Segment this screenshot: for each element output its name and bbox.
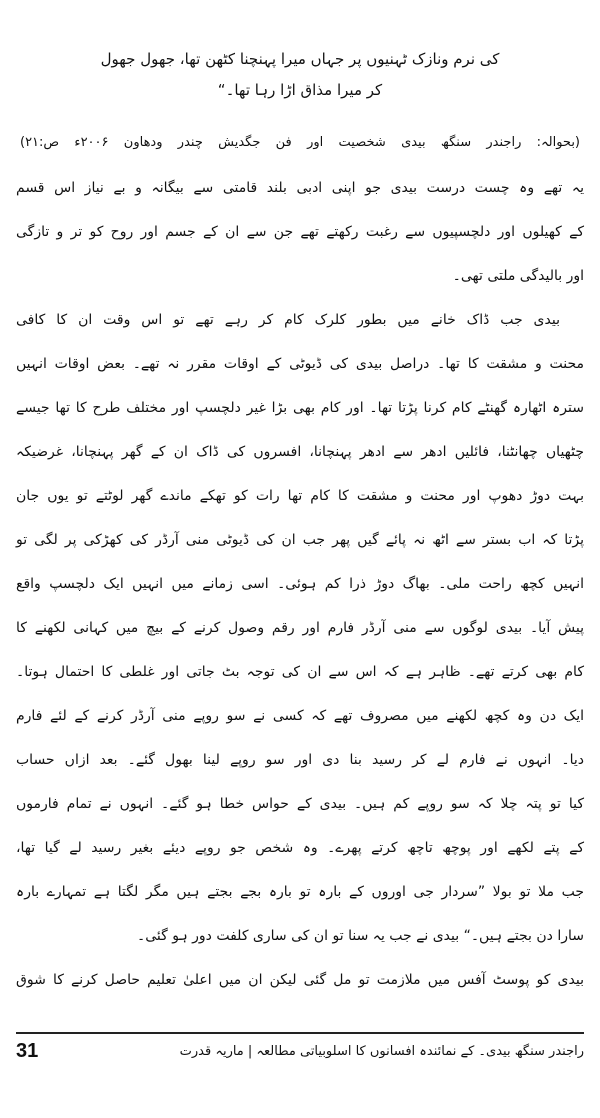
body-text: [16, 166, 584, 1002]
body-line: کام بھی کرتے تھے۔ ظاہر ہے کہ اس سے ان کی توجہ بٹ جاتی اور غلطی کا احتمال ہوتا۔: [16, 664, 584, 680]
citation: (بحوالہ: راجندر سنگھ بیدی شخصیت اور فن جگدیش چندر ودھاون ۲۰۰۶ء ص:۲۱): [20, 135, 581, 150]
body-line: کے پتے لکھے اور پوچھ تاچھ کرتے پھرے۔ وہ شخص جو روپے دیئے بغیر رسید لے گیا تھا،: [16, 840, 584, 856]
body-line: چٹھیاں چھانٹنا، فائلیں ادھر سے ادھر پہنچانا، افسروں کی ڈاک ان کے گھر پہنچانا، غرضیکہ: [16, 444, 584, 460]
body-line: بہت دوڑ دھوپ اور محنت و مشقت کا کام تھا رات کو تھکے ماندے گھر لوٹتے تو یوں جان: [16, 488, 584, 504]
body-line: بیدی کو پوسٹ آفس میں ملازمت تو مل گئی لیکن ان میں اعلیٰ تعلیم حاصل کرنے کا شوق: [16, 972, 584, 988]
body-line: بیدی جب ڈاک خانے میں بطور کلرک کام کر رہے تھے تو اس وقت ان کا کافی: [16, 312, 560, 328]
quote-line: کر میرا مذاق اڑا رہا تھا۔“: [217, 81, 383, 99]
body-line: سترہ اٹھارہ گھنٹے کام کرنا پڑتا تھا۔ اور کام بھی بڑا غیر دلچسپ اور مختلف طرح کا تھا جیسے: [16, 400, 584, 416]
body-line: پیش آیا۔ بیدی لوگوں سے منی آرڈر فارم اور رقم وصول کرنے کے بیچ میں کہانی لکھنے کا: [16, 620, 584, 636]
body-line: پڑتا کہ اب بستر سے اٹھ نہ پائے گیں پھر جب ان کی ڈیوٹی منی آرڈر کی کھڑکی پر لگی تو: [16, 532, 584, 548]
quote-line: کی نرم ونازک ٹہنیوں پر جہاں میرا پہنچنا کٹھن تھا، جھول جھول: [100, 50, 500, 68]
body-line: یہ تھے وہ چست درست بیدی جو اپنی ادبی بلند قامتی سے بیگانہ و بے نیاز اس قسم: [16, 180, 584, 196]
body-line: دیا۔ انہوں نے فارم لے کر رسید بنا دی اور سو روپے لینا بھول گئے۔ بعد ازاں حساب: [16, 752, 584, 768]
body-line: اور بالیدگی ملتی تھی۔: [452, 268, 584, 284]
running-title: راجندر سنگھ بیدی۔ کے نمائندہ افسانوں کا اسلوبیاتی مطالعہ | ماریہ قدرت: [179, 1044, 584, 1059]
body-line: انہیں کچھ راحت ملی۔ بھاگ دوڑ ذرا کم ہوئی۔ اسی زمانے میں انہیں ایک دلچسپ واقع: [16, 576, 584, 592]
footer-rule: [16, 1032, 584, 1034]
body-line: جب ملا تو بولا ”سردار جی اوروں کے بارہ تو بارہ بجے بجتے ہیں مگر لگتا ہے تمہارے بارہ: [16, 884, 584, 900]
page-number: 31: [16, 1040, 39, 1062]
body-line: محنت و مشقت کا تھا۔ دراصل بیدی کی ڈیوٹی کے اوقات مقرر نہ تھے۔ بعض اوقات انہیں: [16, 356, 584, 372]
body-line: کے کھیلوں اور دلچسپیوں سے رغبت رکھتے تھے جن سے ان کے جسم اور روح کو تر و تازگی: [16, 224, 584, 240]
page-footer: [16, 1040, 584, 1063]
body-line: سارا دن بجتے ہیں۔“ بیدی نے جب یہ سنا تو ان کی ساری کلفت دور ہو گئی۔: [137, 928, 584, 944]
body-line: ایک دن وہ کچھ لکھنے میں مصروف تھے کہ کسی نے سو روپے منی آرڈر کرنے کے لئے فارم: [16, 708, 584, 724]
body-line: کیا تو پتہ چلا کہ سو روپے کم ہیں۔ بیدی کے حواس خطا ہو گئے۔ انہوں نے تمام فارموں: [16, 796, 584, 812]
